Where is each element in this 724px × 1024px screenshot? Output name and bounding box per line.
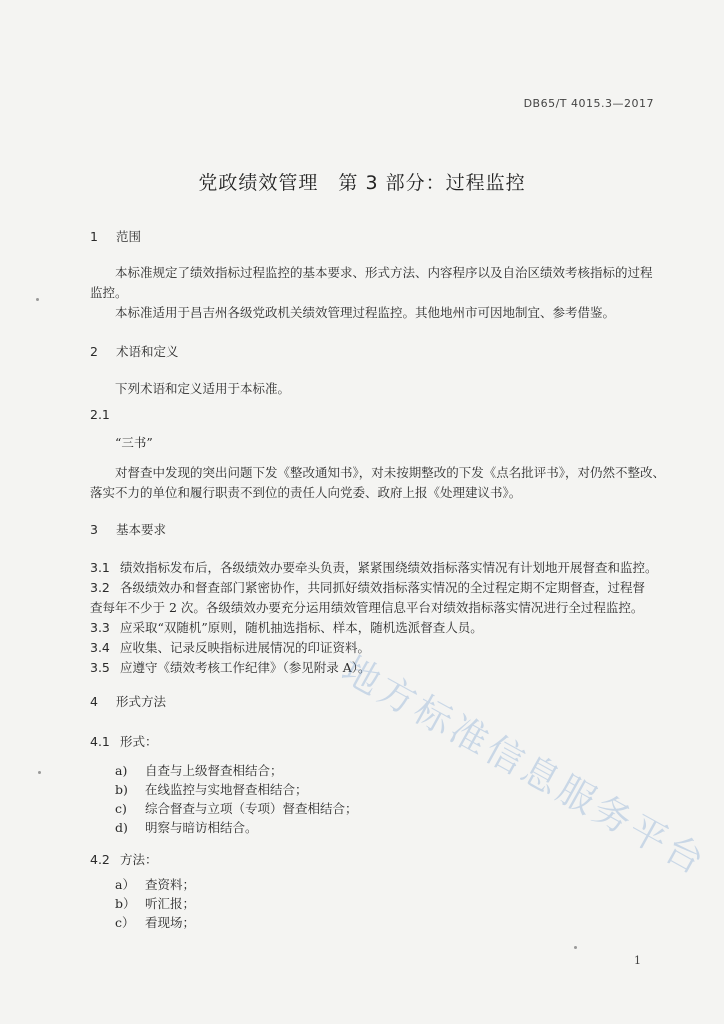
requirement-item: 3.5 应遵守《绩效考核工作纪律》（参见附录 A）。 [90, 660, 371, 675]
section-2-intro: 下列术语和定义适用于本标准。 [115, 381, 291, 396]
watermark: 地方标准信息服务平台 [334, 647, 715, 885]
list-item: b） 听汇报； [115, 896, 196, 911]
list-item: c) 综合督查与立项（专项）督查相结合； [115, 801, 358, 816]
requirement-item: 3.4 应收集、记录反映指标进展情况的印证资料。 [90, 640, 371, 655]
requirement-item: 3.2 各级绩效办和督查部门紧密协作，共同抓好绩效指标落实情况的全过程定期不定期督查，过程督 [90, 580, 646, 595]
document-title: 党政绩效管理 第 3 部分：过程监控 [198, 172, 526, 194]
scan-speck [574, 946, 577, 949]
list-item: c） 看现场； [115, 915, 196, 930]
list-item: a) 自查与上级督查相结合； [115, 763, 283, 778]
section-1-paragraph-1-cont: 监控。 [90, 285, 128, 300]
subsection-4-2: 4.2 方法： [90, 852, 158, 867]
standard-code: DB65/T 4015.3—2017 [523, 97, 654, 110]
term-definition-cont: 落实不力的单位和履行职责不到位的责任人向党委、政府上报《处理建议书》。 [90, 485, 522, 500]
requirement-item: 3.3 应采取“双随机”原则，随机抽选指标、样本，随机选派督查人员。 [90, 620, 483, 635]
term-number: 2.1 [90, 407, 110, 422]
requirement-item: 3.1 绩效指标发布后，各级绩效办要牵头负责，紧紧围绕绩效指标落实情况有计划地开展督查和监控。 [90, 560, 658, 575]
scan-speck [38, 771, 41, 774]
list-item: a） 查资料； [115, 877, 196, 892]
list-item: d) 明察与暗访相结合。 [115, 820, 258, 835]
term-definition: 对督查中发现的突出问题下发《整改通知书》，对未按期整改的下发《点名批评书》，对仍然不整改、 [115, 465, 666, 480]
section-1-paragraph-2: 本标准适用于昌吉州各级党政机关绩效管理过程监控。其他地州市可因地制宜、参考借鉴。 [115, 305, 616, 320]
subsection-4-1: 4.1 形式： [90, 734, 158, 749]
list-item: b) 在线监控与实地督查相结合； [115, 782, 308, 797]
section-4-heading: 4 形式方法 [90, 694, 167, 709]
term-name: “三书” [115, 435, 153, 450]
scan-speck [36, 298, 39, 301]
section-3-heading: 3 基本要求 [90, 522, 167, 537]
section-2-heading: 2 术语和定义 [90, 344, 179, 359]
section-1-paragraph-1: 本标准规定了绩效指标过程监控的基本要求、形式方法、内容程序以及自治区绩效考核指标的过程 [115, 265, 653, 280]
page-number: 1 [634, 954, 641, 967]
section-1-heading: 1 范围 [90, 229, 142, 244]
requirement-item-cont: 查每年不少于 2 次。各级绩效办要充分运用绩效管理信息平台对绩效指标落实情况进行全过程监控。 [90, 600, 644, 615]
